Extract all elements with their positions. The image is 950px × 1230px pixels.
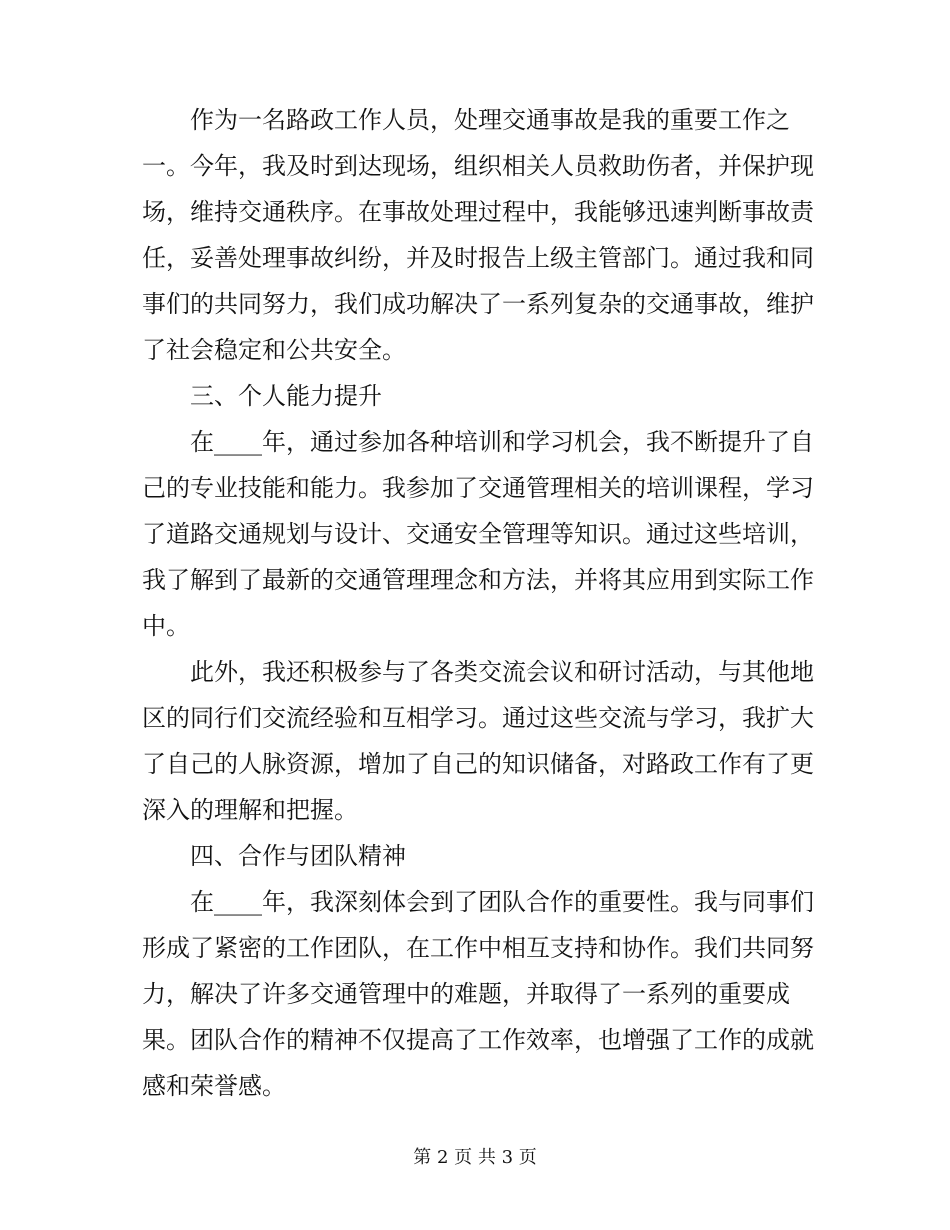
- paragraph-2-line-1: 在____年，通过参加各种培训和学习机会，我不断提升了自: [190, 428, 814, 456]
- paragraph-2-line-2: 己的专业技能和能力。我参加了交通管理相关的培训课程，学习: [142, 474, 814, 502]
- paragraph-2-line-3: 了道路交通规划与设计、交通安全管理等知识。通过这些培训，: [142, 520, 814, 548]
- paragraph-1-line-6: 了社会稳定和公共安全。: [142, 336, 406, 364]
- paragraph-4-line-1: 在____年，我深刻体会到了团队合作的重要性。我与同事们: [190, 888, 814, 916]
- paragraph-1-line-5: 事们的共同努力，我们成功解决了一系列复杂的交通事故，维护: [142, 290, 814, 318]
- paragraph-4-line-2: 形成了紧密的工作团队，在工作中相互支持和协作。我们共同努: [142, 934, 814, 962]
- paragraph-1-line-4: 任，妥善处理事故纠纷，并及时报告上级主管部门。通过我和同: [142, 244, 814, 272]
- section-heading-3: 三、个人能力提升: [190, 382, 382, 410]
- paragraph-2-line-5: 中。: [142, 612, 190, 640]
- paragraph-3-line-2: 区的同行们交流经验和互相学习。通过这些交流与学习，我扩大: [142, 704, 814, 732]
- paragraph-2-line-4: 我了解到了最新的交通管理理念和方法，并将其应用到实际工作: [142, 566, 814, 594]
- page-number-footer: 第 2 页 共 3 页: [413, 1147, 537, 1168]
- section-heading-4: 四、合作与团队精神: [190, 842, 406, 870]
- paragraph-1-line-2: 一。今年，我及时到达现场，组织相关人员救助伤者，并保护现: [142, 152, 814, 180]
- paragraph-1-line-3: 场，维持交通秩序。在事故处理过程中，我能够迅速判断事故责: [142, 198, 814, 226]
- paragraph-4-line-4: 果。团队合作的精神不仅提高了工作效率，也增强了工作的成就: [142, 1026, 814, 1054]
- paragraph-3-line-3: 了自己的人脉资源，增加了自己的知识储备，对路政工作有了更: [142, 750, 814, 778]
- paragraph-3-line-4: 深入的理解和把握。: [142, 796, 358, 824]
- paragraph-4-line-3: 力，解决了许多交通管理中的难题，并取得了一系列的重要成: [142, 980, 790, 1008]
- paragraph-3-line-1: 此外，我还积极参与了各类交流会议和研讨活动，与其他地: [190, 658, 814, 686]
- paragraph-4-line-5: 感和荣誉感。: [142, 1072, 286, 1100]
- paragraph-1-line-1: 作为一名路政工作人员，处理交通事故是我的重要工作之: [190, 106, 790, 134]
